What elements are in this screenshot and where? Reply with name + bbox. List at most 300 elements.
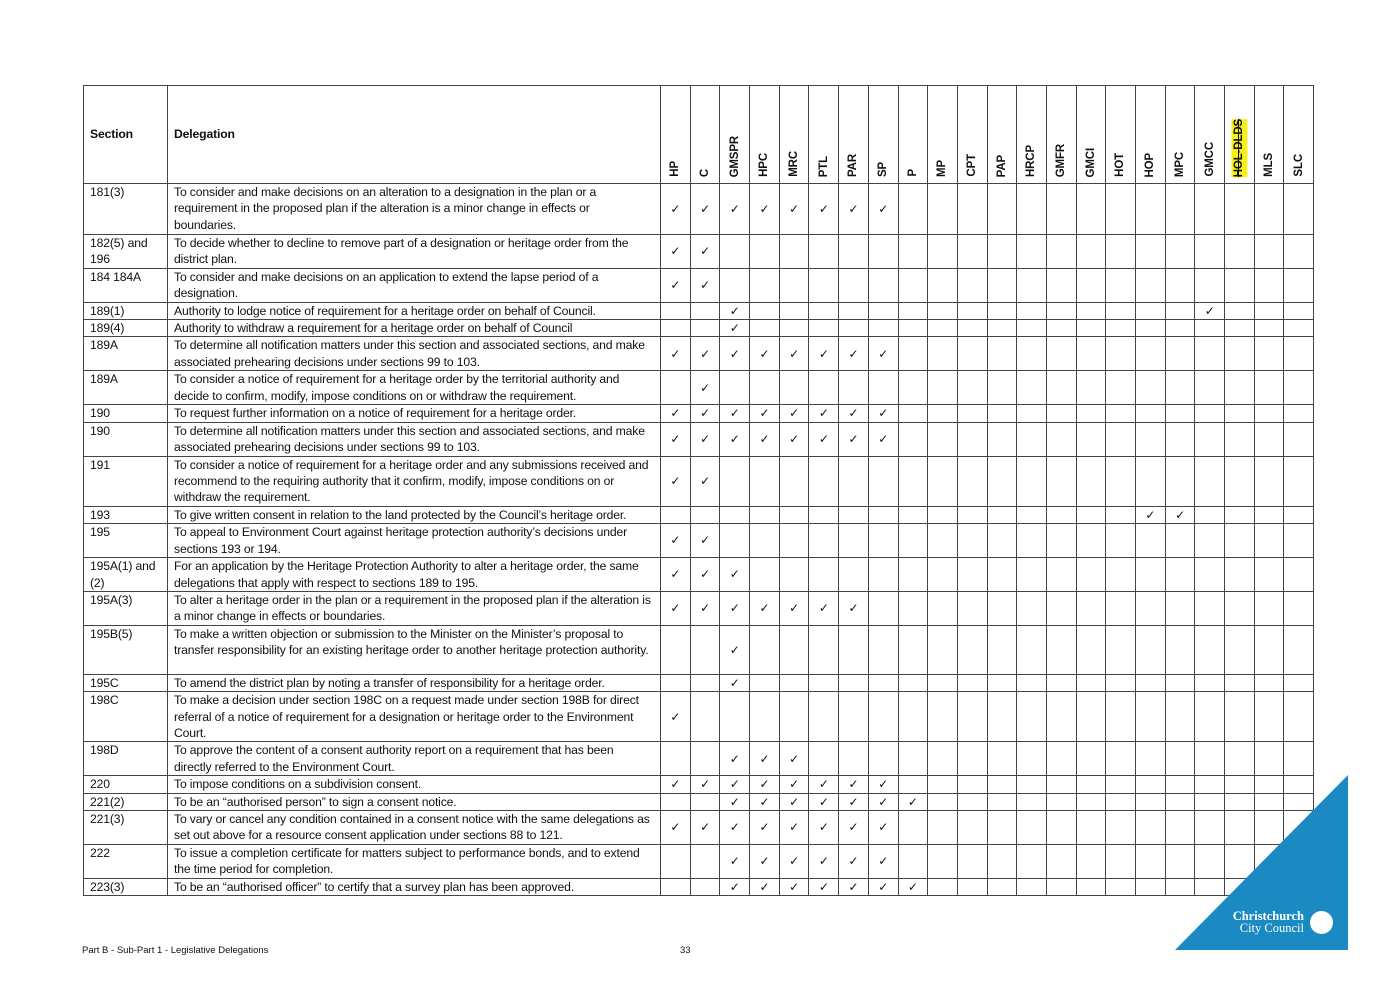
check-cell-mrc — [779, 235, 809, 269]
check-cell-hop — [1136, 337, 1166, 371]
check-cell-hol-dlds — [1225, 742, 1255, 776]
column-label: PTL — [817, 155, 830, 177]
check-cell-gmcc — [1195, 268, 1225, 302]
check-cell-p — [898, 371, 928, 405]
check-cell-cpt — [957, 320, 987, 337]
check-icon: ✓ — [1145, 507, 1156, 522]
check-cell-hot — [1106, 878, 1136, 895]
check-cell-p — [898, 405, 928, 422]
check-icon: ✓ — [878, 431, 889, 446]
check-cell-c — [690, 456, 720, 506]
check-cell-hop — [1136, 591, 1166, 625]
check-cell-mls — [1254, 405, 1284, 422]
check-cell-hrcp — [1017, 810, 1047, 844]
check-cell-slc — [1284, 422, 1314, 456]
check-cell-mls — [1254, 422, 1284, 456]
check-cell-hpc — [750, 337, 780, 371]
check-cell-gmci — [1076, 422, 1106, 456]
check-icon: ✓ — [670, 244, 681, 259]
check-cell-hop — [1136, 878, 1166, 895]
check-cell-gmspr — [720, 591, 750, 625]
check-cell-hop — [1136, 692, 1166, 742]
check-cell-hpc — [750, 456, 780, 506]
check-cell-p — [898, 456, 928, 506]
delegation-cell: To determine all notification matters under this section and associated sections, and make associated prehearing decisions under sections 99 to 103. — [168, 422, 661, 456]
section-cell: 198C — [84, 692, 168, 742]
section-cell: 195 — [84, 524, 168, 558]
check-cell-slc — [1284, 692, 1314, 742]
check-cell-gmcc — [1195, 674, 1225, 691]
check-cell-gmfr — [1046, 506, 1076, 523]
check-cell-ptl — [809, 337, 839, 371]
table-row — [84, 776, 1314, 793]
check-icon: ✓ — [848, 201, 859, 216]
check-cell-hot — [1106, 268, 1136, 302]
check-cell-gmfr — [1046, 268, 1076, 302]
check-cell-mrc — [779, 776, 809, 793]
table-row — [84, 844, 1314, 878]
check-cell-slc — [1284, 337, 1314, 371]
check-cell-gmfr — [1046, 558, 1076, 592]
check-cell-p — [898, 625, 928, 674]
check-cell-par — [839, 692, 869, 742]
check-cell-par — [839, 184, 869, 235]
check-icon: ✓ — [759, 201, 770, 216]
check-icon: ✓ — [729, 820, 740, 835]
check-cell-slc — [1284, 793, 1314, 810]
column-label: HOL-DLDS — [1231, 119, 1247, 177]
header-column — [1017, 86, 1047, 184]
check-icon: ✓ — [700, 278, 710, 293]
check-icon: ✓ — [848, 879, 859, 894]
check-cell-slc — [1284, 320, 1314, 337]
check-cell-mrc — [779, 810, 809, 844]
check-cell-mp — [928, 558, 958, 592]
check-cell-hpc — [750, 320, 780, 337]
check-cell-hrcp — [1017, 268, 1047, 302]
check-icon: ✓ — [759, 777, 770, 792]
table-row — [84, 793, 1314, 810]
check-cell-mrc — [779, 692, 809, 742]
check-cell-mp — [928, 405, 958, 422]
delegation-cell: To approve the content of a consent authority report on a requirement that has been directly referred to the Environment Court. — [168, 742, 661, 776]
check-cell-pap — [987, 776, 1017, 793]
header-column — [1165, 86, 1195, 184]
check-cell-gmfr — [1046, 674, 1076, 691]
check-cell-mls — [1254, 591, 1284, 625]
check-cell-mpc — [1165, 793, 1195, 810]
section-cell: 189A — [84, 337, 168, 371]
check-icon: ✓ — [759, 346, 770, 361]
check-cell-gmfr — [1046, 422, 1076, 456]
check-icon: ✓ — [818, 406, 829, 421]
header-column — [779, 86, 809, 184]
check-cell-mpc — [1165, 591, 1195, 625]
delegations-table — [83, 85, 1314, 896]
check-cell-par — [839, 742, 869, 776]
check-icon: ✓ — [759, 751, 770, 766]
section-cell: 190 — [84, 422, 168, 456]
check-cell-hot — [1106, 405, 1136, 422]
check-cell-pap — [987, 524, 1017, 558]
check-cell-pap — [987, 302, 1017, 319]
check-cell-gmcc — [1195, 591, 1225, 625]
check-icon: ✓ — [848, 601, 859, 616]
check-cell-gmcc — [1195, 302, 1225, 319]
check-cell-hop — [1136, 302, 1166, 319]
check-cell-mrc — [779, 506, 809, 523]
check-cell-hot — [1106, 456, 1136, 506]
check-icon: ✓ — [700, 431, 710, 446]
check-cell-sp — [868, 524, 898, 558]
check-cell-sp — [868, 674, 898, 691]
check-cell-sp — [868, 235, 898, 269]
check-icon: ✓ — [729, 321, 740, 336]
check-icon: ✓ — [700, 567, 710, 582]
check-cell-slc — [1284, 235, 1314, 269]
check-icon: ✓ — [700, 474, 710, 489]
check-icon: ✓ — [848, 820, 859, 835]
check-cell-cpt — [957, 674, 987, 691]
delegation-cell: Authority to lodge notice of requirement for a heritage order on behalf of Council. — [168, 302, 661, 319]
delegation-cell: To be an “authorised officer” to certify that a survey plan has been approved. — [168, 878, 661, 895]
check-cell-hop — [1136, 844, 1166, 878]
check-cell-ptl — [809, 844, 839, 878]
check-cell-ptl — [809, 810, 839, 844]
check-icon: ✓ — [789, 431, 800, 446]
check-icon: ✓ — [818, 346, 829, 361]
check-icon: ✓ — [729, 431, 740, 446]
check-cell-c — [690, 558, 720, 592]
check-cell-hot — [1106, 371, 1136, 405]
check-cell-mp — [928, 337, 958, 371]
check-cell-mrc — [779, 337, 809, 371]
column-label: GMCI — [1084, 147, 1097, 177]
check-cell-par — [839, 405, 869, 422]
check-cell-ptl — [809, 776, 839, 793]
check-cell-gmfr — [1046, 235, 1076, 269]
check-cell-ptl — [809, 878, 839, 895]
delegation-cell: To determine all notification matters under this section and associated sections, and make associated prehearing decisions under sections 99 to 103. — [168, 337, 661, 371]
check-cell-gmspr — [720, 506, 750, 523]
check-icon: ✓ — [729, 675, 740, 690]
check-cell-par — [839, 320, 869, 337]
check-cell-hrcp — [1017, 558, 1047, 592]
check-cell-c — [690, 776, 720, 793]
check-cell-c — [690, 625, 720, 674]
check-cell-hrcp — [1017, 591, 1047, 625]
section-cell: 184 184A — [84, 268, 168, 302]
check-cell-hpc — [750, 844, 780, 878]
header-column — [1076, 86, 1106, 184]
check-cell-slc — [1284, 506, 1314, 523]
check-cell-cpt — [957, 371, 987, 405]
check-icon: ✓ — [818, 201, 829, 216]
check-cell-gmci — [1076, 506, 1106, 523]
check-cell-hop — [1136, 184, 1166, 235]
check-icon: ✓ — [729, 751, 740, 766]
check-cell-hp — [661, 878, 691, 895]
check-cell-mpc — [1165, 742, 1195, 776]
column-label: GMSPR — [728, 135, 741, 177]
check-cell-par — [839, 337, 869, 371]
section-cell: 195B(5) — [84, 625, 168, 674]
check-cell-hrcp — [1017, 235, 1047, 269]
check-cell-par — [839, 625, 869, 674]
check-cell-hrcp — [1017, 405, 1047, 422]
check-cell-c — [690, 506, 720, 523]
check-cell-hol-dlds — [1225, 793, 1255, 810]
check-cell-gmspr — [720, 184, 750, 235]
check-cell-mls — [1254, 371, 1284, 405]
check-cell-pap — [987, 235, 1017, 269]
check-cell-sp — [868, 184, 898, 235]
check-cell-slc — [1284, 268, 1314, 302]
check-cell-mls — [1254, 674, 1284, 691]
header-delegation: Delegation — [168, 86, 661, 184]
check-cell-gmci — [1076, 456, 1106, 506]
check-cell-gmcc — [1195, 692, 1225, 742]
check-cell-mp — [928, 844, 958, 878]
check-icon: ✓ — [759, 853, 770, 868]
check-cell-mls — [1254, 302, 1284, 319]
check-cell-mp — [928, 302, 958, 319]
check-cell-ptl — [809, 320, 839, 337]
check-cell-p — [898, 320, 928, 337]
check-cell-c — [690, 844, 720, 878]
check-cell-par — [839, 591, 869, 625]
check-cell-gmfr — [1046, 302, 1076, 319]
check-cell-par — [839, 302, 869, 319]
column-label: HOP — [1144, 152, 1157, 177]
check-cell-hol-dlds — [1225, 235, 1255, 269]
check-cell-sp — [868, 456, 898, 506]
check-cell-cpt — [957, 692, 987, 742]
check-cell-hot — [1106, 776, 1136, 793]
header-column — [1136, 86, 1166, 184]
check-cell-hpc — [750, 810, 780, 844]
check-cell-mp — [928, 371, 958, 405]
check-cell-mrc — [779, 184, 809, 235]
check-cell-par — [839, 371, 869, 405]
check-cell-mrc — [779, 456, 809, 506]
check-cell-hop — [1136, 422, 1166, 456]
check-cell-hop — [1136, 674, 1166, 691]
check-cell-mp — [928, 878, 958, 895]
check-cell-gmspr — [720, 320, 750, 337]
check-cell-sp — [868, 422, 898, 456]
check-cell-hp — [661, 337, 691, 371]
check-cell-hp — [661, 456, 691, 506]
check-cell-pap — [987, 793, 1017, 810]
check-cell-gmfr — [1046, 337, 1076, 371]
check-cell-hot — [1106, 524, 1136, 558]
check-cell-hol-dlds — [1225, 302, 1255, 319]
check-cell-slc — [1284, 302, 1314, 319]
check-cell-hpc — [750, 302, 780, 319]
check-icon: ✓ — [818, 853, 829, 868]
check-cell-par — [839, 793, 869, 810]
check-icon: ✓ — [789, 853, 800, 868]
check-cell-c — [690, 371, 720, 405]
check-cell-cpt — [957, 591, 987, 625]
check-cell-mp — [928, 674, 958, 691]
check-cell-p — [898, 692, 928, 742]
check-icon: ✓ — [789, 751, 800, 766]
check-cell-sp — [868, 692, 898, 742]
check-cell-gmfr — [1046, 793, 1076, 810]
check-cell-sp — [868, 878, 898, 895]
column-label: C — [698, 168, 711, 177]
check-cell-sp — [868, 742, 898, 776]
table-row — [84, 674, 1314, 691]
column-label: P — [906, 169, 919, 177]
check-cell-par — [839, 776, 869, 793]
section-cell: 189A — [84, 371, 168, 405]
delegation-cell: Authority to withdraw a requirement for a heritage order on behalf of Council — [168, 320, 661, 337]
logo-line1: Christchurch — [1232, 909, 1304, 923]
check-cell-mrc — [779, 371, 809, 405]
check-cell-mpc — [1165, 337, 1195, 371]
check-cell-hp — [661, 524, 691, 558]
check-cell-mpc — [1165, 506, 1195, 523]
check-cell-gmci — [1076, 674, 1106, 691]
check-cell-ptl — [809, 235, 839, 269]
check-cell-hol-dlds — [1225, 558, 1255, 592]
check-icon: ✓ — [1204, 303, 1215, 318]
check-cell-c — [690, 268, 720, 302]
check-cell-mp — [928, 268, 958, 302]
check-cell-p — [898, 674, 928, 691]
table-row — [84, 235, 1314, 269]
check-cell-mrc — [779, 320, 809, 337]
check-cell-hp — [661, 235, 691, 269]
table-row — [84, 268, 1314, 302]
check-cell-mls — [1254, 742, 1284, 776]
header-column — [661, 86, 691, 184]
check-icon: ✓ — [759, 601, 770, 616]
column-label: CPT — [966, 154, 979, 177]
column-label: MPC — [1173, 151, 1186, 177]
check-cell-pap — [987, 456, 1017, 506]
check-cell-mrc — [779, 524, 809, 558]
check-cell-hrcp — [1017, 692, 1047, 742]
check-cell-hrcp — [1017, 776, 1047, 793]
section-cell: 220 — [84, 776, 168, 793]
check-cell-gmci — [1076, 625, 1106, 674]
check-icon: ✓ — [848, 777, 859, 792]
check-cell-mp — [928, 625, 958, 674]
check-cell-c — [690, 302, 720, 319]
check-cell-hol-dlds — [1225, 184, 1255, 235]
check-cell-hot — [1106, 742, 1136, 776]
check-cell-cpt — [957, 558, 987, 592]
check-cell-cpt — [957, 793, 987, 810]
check-cell-hot — [1106, 692, 1136, 742]
check-icon: ✓ — [818, 820, 829, 835]
check-cell-gmfr — [1046, 625, 1076, 674]
check-cell-p — [898, 268, 928, 302]
check-cell-hol-dlds — [1225, 844, 1255, 878]
check-icon: ✓ — [700, 380, 710, 395]
table-row — [84, 456, 1314, 506]
table-row — [84, 692, 1314, 742]
delegation-cell: To consider and make decisions on an alteration to a designation in the plan or a requirement in the proposed plan if the alteration is a minor change in effects or boundaries. — [168, 184, 661, 235]
check-cell-slc — [1284, 524, 1314, 558]
check-cell-hp — [661, 371, 691, 405]
check-icon: ✓ — [789, 777, 800, 792]
check-cell-mp — [928, 320, 958, 337]
check-cell-gmspr — [720, 674, 750, 691]
check-cell-pap — [987, 625, 1017, 674]
check-cell-hp — [661, 558, 691, 592]
check-cell-gmci — [1076, 405, 1106, 422]
check-icon: ✓ — [700, 533, 710, 548]
section-cell: 189(4) — [84, 320, 168, 337]
check-cell-cpt — [957, 844, 987, 878]
delegation-cell: To give written consent in relation to the land protected by the Council’s heritage order. — [168, 506, 661, 523]
check-cell-mp — [928, 506, 958, 523]
header-column — [809, 86, 839, 184]
check-icon: ✓ — [848, 431, 859, 446]
check-icon: ✓ — [848, 406, 859, 421]
check-cell-slc — [1284, 674, 1314, 691]
header-column — [1254, 86, 1284, 184]
check-cell-c — [690, 422, 720, 456]
column-label: HP — [669, 161, 682, 177]
check-cell-p — [898, 776, 928, 793]
check-cell-gmfr — [1046, 320, 1076, 337]
check-cell-mp — [928, 742, 958, 776]
check-cell-hpc — [750, 524, 780, 558]
check-cell-slc — [1284, 742, 1314, 776]
check-cell-cpt — [957, 422, 987, 456]
header-column — [1195, 86, 1225, 184]
check-cell-ptl — [809, 558, 839, 592]
check-cell-ptl — [809, 506, 839, 523]
check-cell-gmspr — [720, 405, 750, 422]
delegation-cell: To make a written objection or submission to the Minister on the Minister’s proposal to transfer responsibility for an existing heritage order to another heritage protection authority. — [168, 625, 661, 674]
check-icon: ✓ — [818, 777, 829, 792]
check-cell-pap — [987, 591, 1017, 625]
check-icon: ✓ — [789, 820, 800, 835]
check-cell-p — [898, 184, 928, 235]
check-icon: ✓ — [729, 853, 740, 868]
header-section: Section — [84, 86, 168, 184]
check-cell-gmci — [1076, 810, 1106, 844]
check-cell-cpt — [957, 337, 987, 371]
council-logo — [1233, 910, 1304, 934]
check-cell-hrcp — [1017, 337, 1047, 371]
check-cell-mp — [928, 184, 958, 235]
table-row — [84, 878, 1314, 895]
section-cell: 221(3) — [84, 810, 168, 844]
check-cell-slc — [1284, 184, 1314, 235]
column-label: GMFR — [1055, 143, 1068, 177]
check-cell-gmfr — [1046, 591, 1076, 625]
check-cell-sp — [868, 625, 898, 674]
check-cell-gmci — [1076, 776, 1106, 793]
check-cell-ptl — [809, 371, 839, 405]
check-cell-hrcp — [1017, 302, 1047, 319]
check-cell-hrcp — [1017, 742, 1047, 776]
check-cell-sp — [868, 558, 898, 592]
check-cell-hop — [1136, 742, 1166, 776]
check-cell-gmfr — [1046, 776, 1076, 793]
check-cell-sp — [868, 405, 898, 422]
check-cell-mls — [1254, 337, 1284, 371]
check-cell-hrcp — [1017, 184, 1047, 235]
